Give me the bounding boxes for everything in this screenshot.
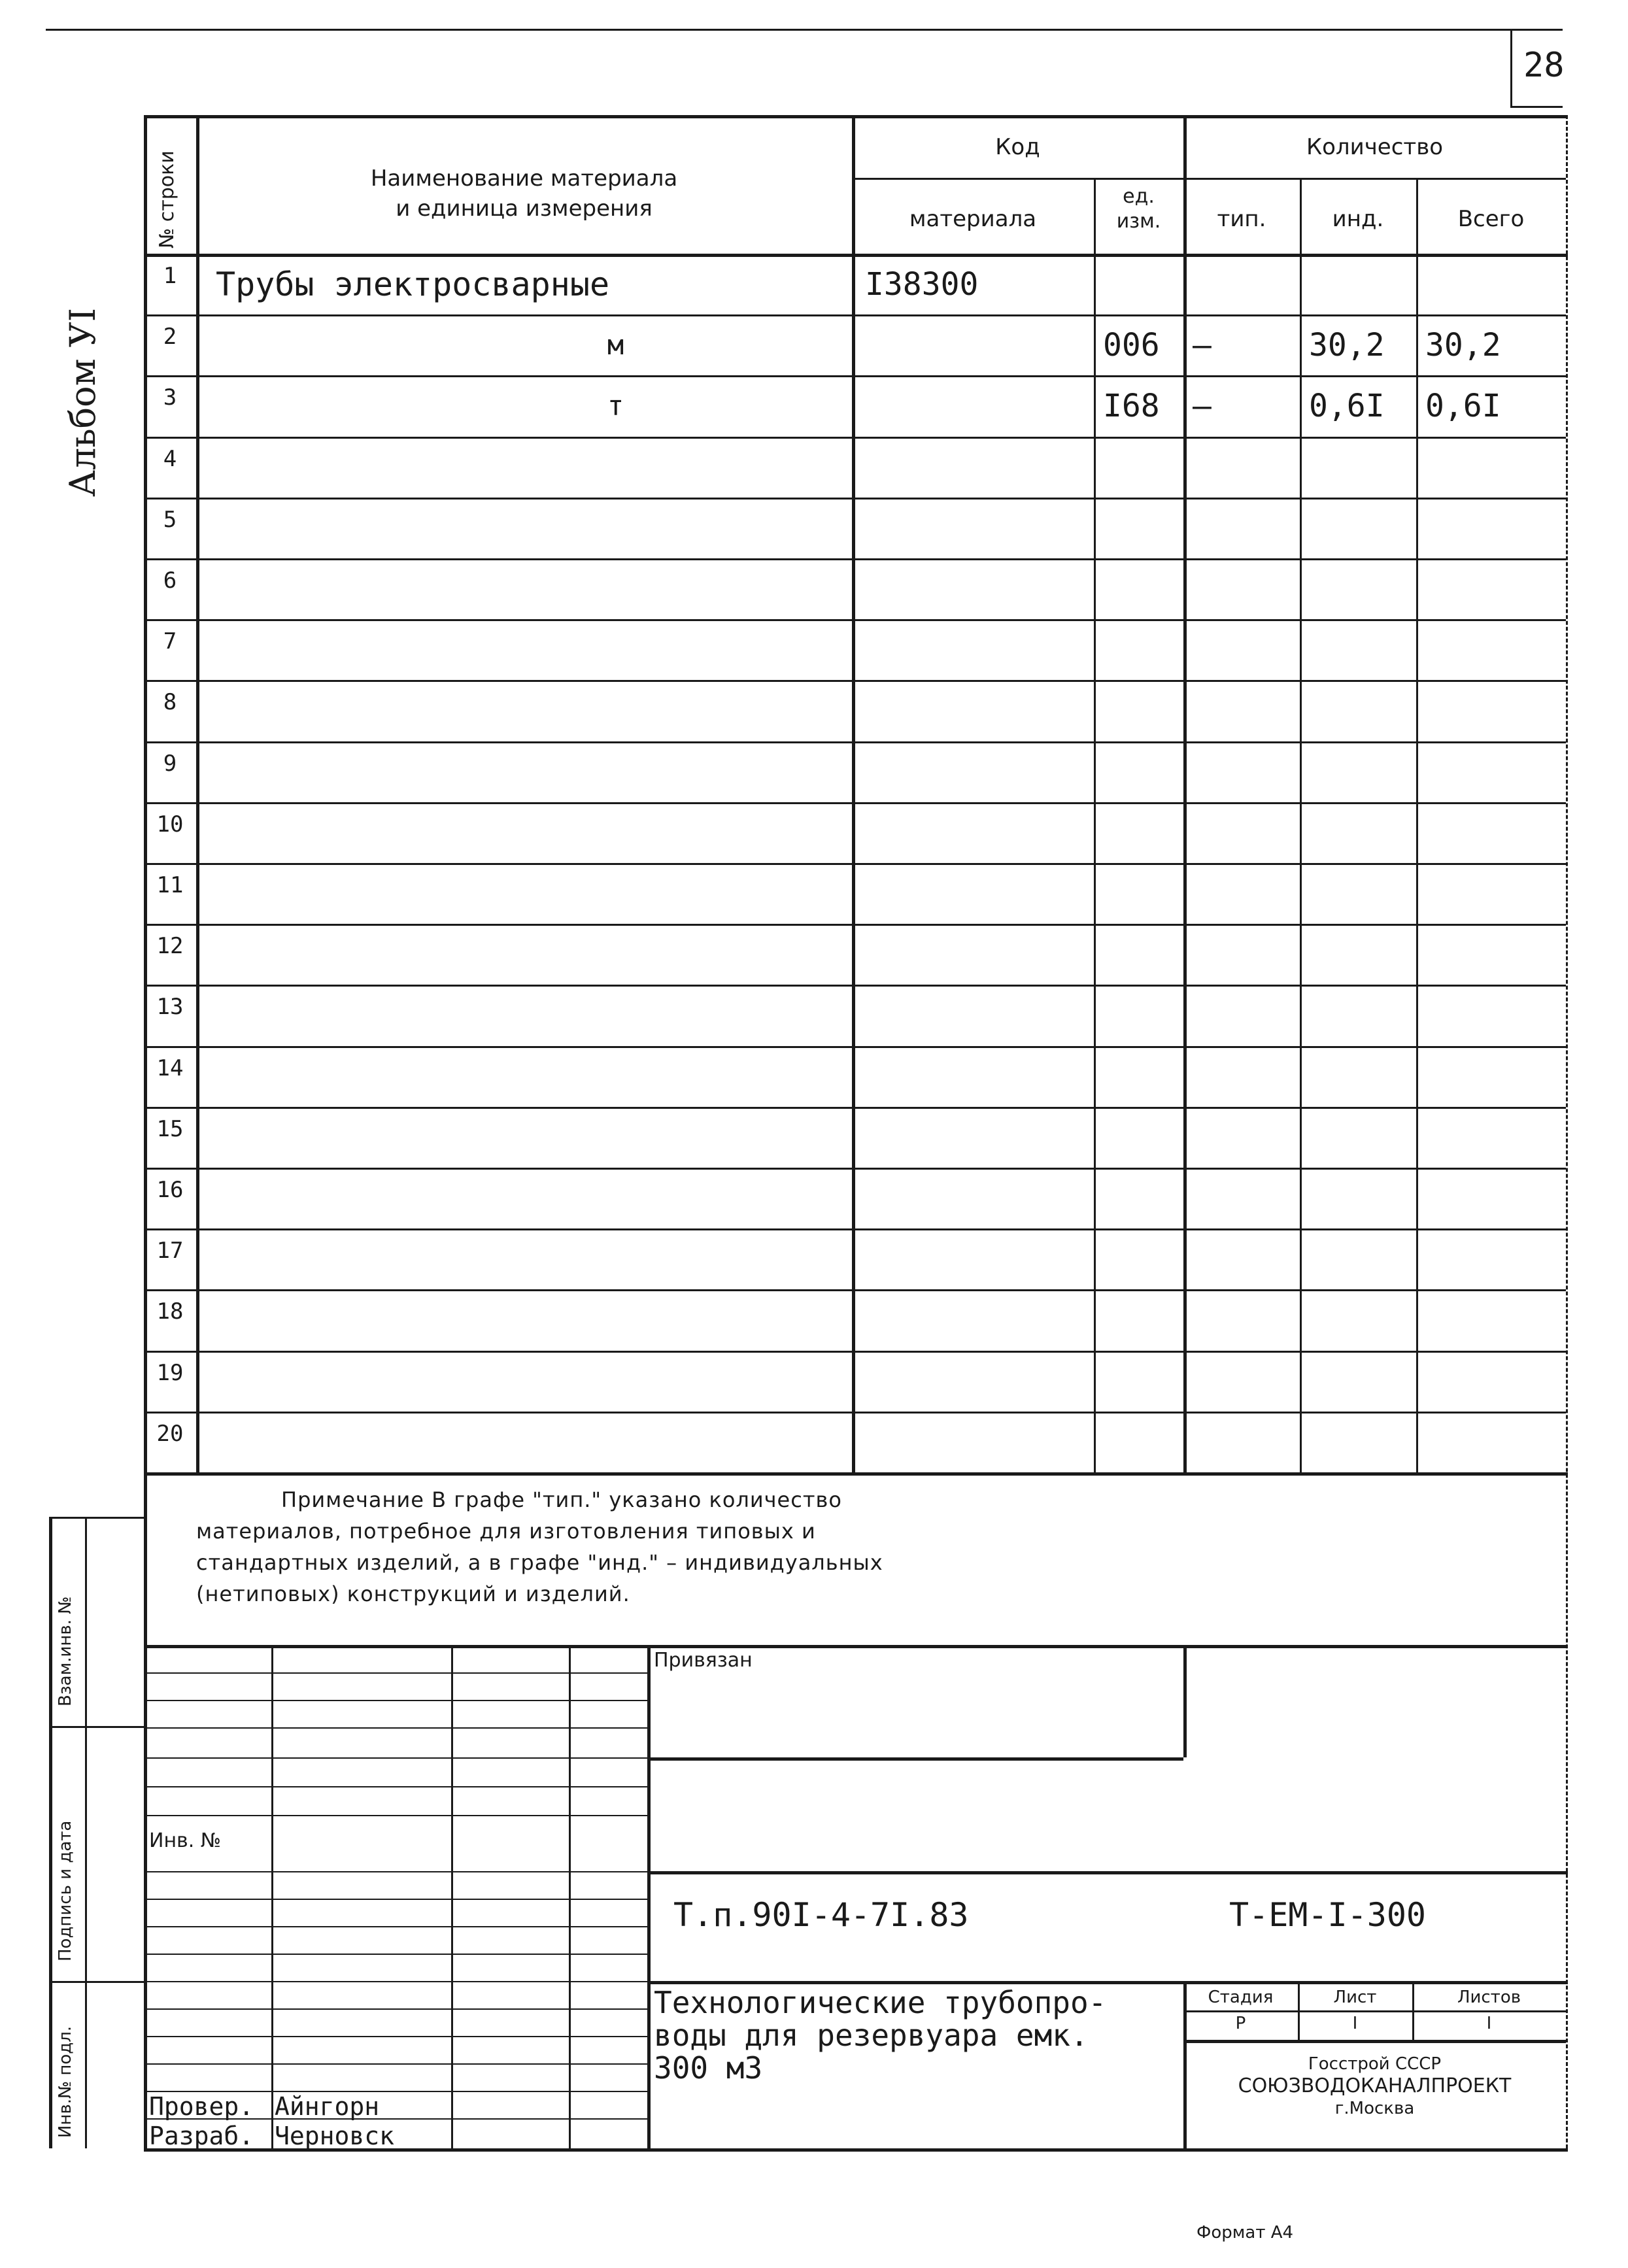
cell-n: 13 xyxy=(156,994,184,1021)
cell-unit xyxy=(1094,619,1183,680)
org-line-1: Госстрой СССР xyxy=(1308,2054,1442,2074)
cell-name: т xyxy=(607,390,624,422)
cell-total xyxy=(1416,1168,1566,1228)
cell-name xyxy=(196,619,852,680)
list-label: Лист xyxy=(1333,1988,1377,2007)
cell-name: Трубы электросварные xyxy=(216,265,610,303)
cell-n: 7 xyxy=(163,628,177,655)
signature-grid-line xyxy=(144,1954,647,1955)
cell-material xyxy=(852,680,1094,741)
stamp-divider xyxy=(647,1645,651,2148)
cell-total xyxy=(1416,680,1566,741)
cell-n: 20 xyxy=(156,1420,184,1447)
cell-total xyxy=(1416,1107,1566,1168)
cell-material xyxy=(852,558,1094,619)
cell-typ xyxy=(1183,863,1300,924)
header-code-unit: ед. изм. xyxy=(1116,185,1161,233)
cell-material xyxy=(852,1046,1094,1107)
cell-typ: – xyxy=(1193,326,1212,364)
cell-ind xyxy=(1300,619,1416,680)
cell-unit xyxy=(1094,1168,1183,1228)
cell-material xyxy=(852,498,1094,558)
signature-grid-line xyxy=(144,2036,647,2037)
cell-material xyxy=(852,1289,1094,1350)
cell-total xyxy=(1416,498,1566,558)
side-label-podpis: Подпись и дата xyxy=(56,1820,75,1961)
cell-name: м xyxy=(607,329,624,362)
stadia-value: Р xyxy=(1235,2014,1246,2033)
cell-name xyxy=(196,437,852,498)
cell-total xyxy=(1416,1228,1566,1289)
cell-material xyxy=(852,1168,1094,1228)
cell-unit xyxy=(1094,985,1183,1045)
page-number-box-bottom xyxy=(1510,106,1563,108)
signature-grid-line xyxy=(144,1871,647,1872)
cell-n: 16 xyxy=(156,1177,184,1203)
privyazan-bottom xyxy=(647,1757,1183,1761)
cell-unit xyxy=(1094,1289,1183,1350)
cell-ind xyxy=(1300,985,1416,1045)
cell-typ xyxy=(1183,741,1300,802)
cell-unit xyxy=(1094,863,1183,924)
cell-n: 19 xyxy=(156,1359,184,1386)
cell-ind xyxy=(1300,254,1416,314)
cell-total: 0,6I xyxy=(1425,387,1501,424)
cell-ind xyxy=(1300,1412,1416,1472)
cell-ind xyxy=(1300,1046,1416,1107)
top-border xyxy=(46,29,1563,31)
cell-n: 15 xyxy=(156,1115,184,1142)
cell-total xyxy=(1416,863,1566,924)
cell-material xyxy=(852,314,1094,375)
side-label-inv-podl: Инв.№ подл. xyxy=(56,2025,75,2138)
cell-ind: 0,6I xyxy=(1309,387,1385,424)
doc-code-top xyxy=(647,1871,1568,1874)
header-row-no: № строки xyxy=(156,150,178,248)
cell-material xyxy=(852,1351,1094,1412)
cell-material xyxy=(852,741,1094,802)
stadia-bottom xyxy=(1183,2040,1566,2043)
signature-grid-line xyxy=(144,1672,647,1674)
side-stamp-top xyxy=(49,1517,144,1519)
header-code-material: материала xyxy=(909,206,1037,232)
cell-ind xyxy=(1300,680,1416,741)
cell-name xyxy=(196,1412,852,1472)
cell-typ xyxy=(1183,498,1300,558)
side-stamp-mid xyxy=(85,1517,87,2148)
cell-typ xyxy=(1183,1228,1300,1289)
cell-n: 9 xyxy=(163,750,177,777)
side-stamp-left xyxy=(49,1517,52,2148)
cell-typ xyxy=(1183,437,1300,498)
cell-total xyxy=(1416,254,1566,314)
cell-typ xyxy=(1183,1412,1300,1472)
made-name: Черновск xyxy=(275,2122,395,2150)
cell-unit xyxy=(1094,924,1183,985)
cell-typ xyxy=(1183,985,1300,1045)
cell-total xyxy=(1416,1412,1566,1472)
title-top xyxy=(647,1981,1568,1984)
cell-n: 8 xyxy=(163,689,177,716)
cell-ind xyxy=(1300,1168,1416,1228)
side-stamp-sep-2 xyxy=(49,1981,144,1983)
cell-name xyxy=(196,863,852,924)
cell-ind xyxy=(1300,1289,1416,1350)
signature-grid-line xyxy=(144,1757,647,1759)
cell-material xyxy=(852,437,1094,498)
cell-ind xyxy=(1300,498,1416,558)
stamp-top xyxy=(144,1645,1568,1648)
header-qty-ind: инд. xyxy=(1332,206,1384,232)
cell-name xyxy=(196,1228,852,1289)
list-value: I xyxy=(1352,2014,1358,2033)
cell-n: 5 xyxy=(163,506,177,533)
cell-typ xyxy=(1183,1107,1300,1168)
cell-name xyxy=(196,558,852,619)
cell-material xyxy=(852,375,1094,436)
org-line-2: СОЮЗВОДОКАНАЛПРОЕКТ xyxy=(1238,2074,1512,2097)
cell-material xyxy=(852,985,1094,1045)
cell-typ xyxy=(1183,802,1300,863)
cell-ind xyxy=(1300,802,1416,863)
cell-n: 2 xyxy=(163,324,177,350)
format-label: Формат А4 xyxy=(1196,2223,1294,2243)
frame-bottom xyxy=(144,2148,1568,2152)
page-number: 28 xyxy=(1523,46,1565,85)
cell-material xyxy=(852,1228,1094,1289)
cell-ind xyxy=(1300,1107,1416,1168)
cell-unit xyxy=(1094,1351,1183,1412)
signature-grid-line xyxy=(144,2063,647,2065)
cell-unit xyxy=(1094,1046,1183,1107)
frame-right xyxy=(1566,115,1568,2148)
cell-n: 17 xyxy=(156,1238,184,1264)
cell-material xyxy=(852,1412,1094,1472)
cell-total xyxy=(1416,802,1566,863)
cell-name xyxy=(196,1351,852,1412)
note-line-3: стандартных изделий, а в графе "инд." – индивидуальных xyxy=(196,1550,883,1575)
cell-unit: 006 xyxy=(1103,326,1160,364)
inv-no-label: Инв. № xyxy=(149,1829,222,1852)
cell-total xyxy=(1416,437,1566,498)
cell-typ: – xyxy=(1193,387,1212,424)
cell-typ xyxy=(1183,619,1300,680)
checked-name: Айнгорн xyxy=(275,2092,380,2121)
org-line-3: г.Москва xyxy=(1334,2099,1415,2118)
cell-total xyxy=(1416,924,1566,985)
cell-total xyxy=(1416,619,1566,680)
doc-code: Т.п.90I-4-7I.83 xyxy=(673,1896,969,1934)
cell-typ xyxy=(1183,924,1300,985)
header-qty-total: Всего xyxy=(1457,206,1525,232)
cell-unit xyxy=(1094,802,1183,863)
cell-unit xyxy=(1094,437,1183,498)
signature-grid-line xyxy=(144,1926,647,1927)
cell-total: 30,2 xyxy=(1425,326,1501,364)
drawing-title: Технологические трубопро- воды для резервуара емк. 300 м3 xyxy=(654,1985,1107,2086)
table-bottom xyxy=(144,1472,1568,1476)
cell-name xyxy=(196,741,852,802)
cell-material xyxy=(852,924,1094,985)
cell-total xyxy=(1416,1289,1566,1350)
cell-name xyxy=(196,498,852,558)
cell-unit: I68 xyxy=(1103,387,1160,424)
signature-grid-line xyxy=(144,1786,647,1787)
cell-name xyxy=(196,985,852,1045)
signature-grid-line xyxy=(144,1815,647,1816)
note-line-1: Примечание В графе "тип." указано количество xyxy=(281,1487,842,1512)
cell-ind xyxy=(1300,863,1416,924)
made-role: Разраб. xyxy=(149,2122,254,2150)
stadia-label: Стадия xyxy=(1208,1988,1274,2007)
cell-name xyxy=(196,680,852,741)
sig-col-1 xyxy=(271,1645,273,2148)
header-code: Код xyxy=(995,134,1040,160)
cell-total xyxy=(1416,741,1566,802)
cell-total xyxy=(1416,1046,1566,1107)
cell-unit xyxy=(1094,1107,1183,1168)
cell-typ xyxy=(1183,680,1300,741)
side-label-vzam: Взам.инв. № xyxy=(56,1596,75,1706)
page-number-box-left xyxy=(1510,29,1512,107)
cell-total xyxy=(1416,558,1566,619)
cell-unit xyxy=(1094,498,1183,558)
note-line-2: материалов, потребное для изготовления типовых и xyxy=(196,1519,816,1544)
cell-ind: 30,2 xyxy=(1309,326,1385,364)
signature-grid-line xyxy=(144,1899,647,1900)
cell-ind xyxy=(1300,437,1416,498)
signature-grid-line xyxy=(144,1727,647,1729)
signature-grid-line xyxy=(144,1981,647,1982)
cell-material xyxy=(852,802,1094,863)
signature-grid-line xyxy=(144,1700,647,1701)
cell-n: 18 xyxy=(156,1298,184,1325)
cell-n: 12 xyxy=(156,933,184,960)
cell-n: 1 xyxy=(163,263,177,289)
listov-label: Листов xyxy=(1457,1988,1521,2007)
cell-material xyxy=(852,863,1094,924)
cell-n: 10 xyxy=(156,811,184,838)
cell-name xyxy=(196,1289,852,1350)
cell-typ xyxy=(1183,558,1300,619)
stadia-mid xyxy=(1183,2010,1566,2012)
organization xyxy=(1183,2053,1566,2120)
frame-top xyxy=(144,115,1568,118)
cell-unit xyxy=(1094,680,1183,741)
cell-typ xyxy=(1183,1289,1300,1350)
cell-material xyxy=(852,619,1094,680)
header-subline xyxy=(852,178,1566,180)
side-stamp-sep-1 xyxy=(49,1726,144,1728)
privyazan-divider xyxy=(1183,1645,1187,1757)
cell-name xyxy=(196,924,852,985)
header-qty-typ: тип. xyxy=(1217,206,1266,232)
cell-material: I38300 xyxy=(865,265,979,303)
cell-n: 6 xyxy=(163,567,177,594)
signature-grid-line xyxy=(144,2008,647,2010)
header-name: Наименование материала и единица измерения xyxy=(370,165,678,222)
privyazan-label: Привязан xyxy=(654,1649,753,1672)
cell-total xyxy=(1416,1351,1566,1412)
cell-typ xyxy=(1183,1046,1300,1107)
sheet-code: Т-ЕМ-I-300 xyxy=(1229,1896,1427,1934)
cell-ind xyxy=(1300,741,1416,802)
cell-unit xyxy=(1094,1412,1183,1472)
cell-typ xyxy=(1183,1168,1300,1228)
cell-typ xyxy=(1183,254,1300,314)
cell-ind xyxy=(1300,558,1416,619)
cell-total xyxy=(1416,985,1566,1045)
note-block xyxy=(196,1484,1111,1610)
cell-unit xyxy=(1094,254,1183,314)
cell-ind xyxy=(1300,1228,1416,1289)
cell-ind xyxy=(1300,924,1416,985)
cell-unit xyxy=(1094,741,1183,802)
cell-material xyxy=(852,1107,1094,1168)
album-label: Альбом УI xyxy=(62,307,103,497)
cell-n: 3 xyxy=(163,384,177,411)
listov-value: I xyxy=(1486,2014,1492,2033)
cell-n: 14 xyxy=(156,1055,184,1081)
sig-col-2 xyxy=(451,1645,453,2148)
sig-col-3 xyxy=(569,1645,571,2148)
header-qty: Количество xyxy=(1306,134,1444,160)
cell-name xyxy=(196,1107,852,1168)
cell-n: 4 xyxy=(163,445,177,472)
checked-role: Провер. xyxy=(149,2092,254,2121)
cell-unit xyxy=(1094,558,1183,619)
cell-name xyxy=(196,802,852,863)
cell-n: 11 xyxy=(156,872,184,898)
cell-typ xyxy=(1183,1351,1300,1412)
note-line-4: (нетиповых) конструкций и изделий. xyxy=(196,1582,630,1606)
cell-ind xyxy=(1300,1351,1416,1412)
cell-name xyxy=(196,1046,852,1107)
cell-unit xyxy=(1094,1228,1183,1289)
cell-name xyxy=(196,1168,852,1228)
